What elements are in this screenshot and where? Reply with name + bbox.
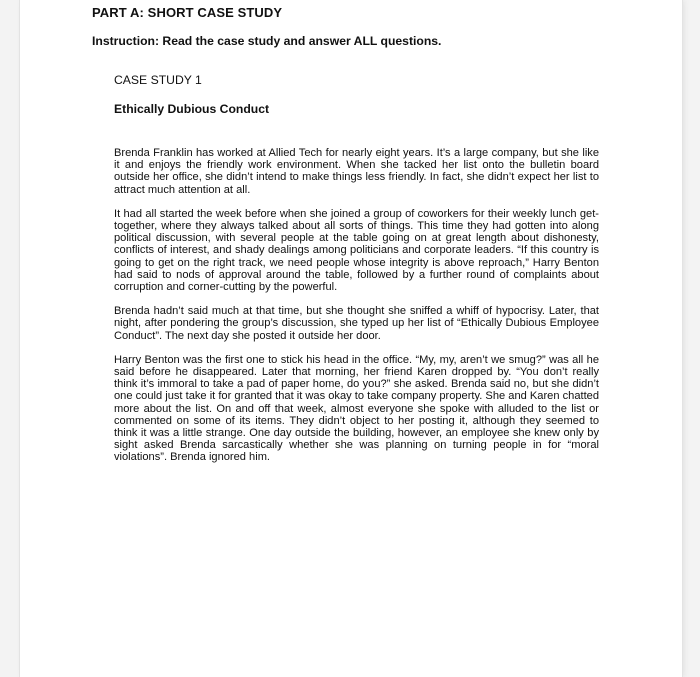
paragraph-3: Brenda hadn’t said much at that time, but she thought she sniffed a whiff of hypocrisy. Later, that night, after pondering the group’s discussion, she typed up her list of “Ethically Dubious Employee Conduct”. The next day she posted it outside her door. [114, 305, 599, 342]
document-page [20, 0, 682, 677]
part-title: PART A: SHORT CASE STUDY [92, 5, 283, 20]
case-study-label: CASE STUDY 1 [114, 73, 202, 87]
instruction: Instruction: Read the case study and answer ALL questions. [92, 34, 442, 48]
paragraph-2: It had all started the week before when she joined a group of coworkers for their weekly lunch get-together, where they always talked about all sorts of things. This time they had gotten into along political discussion, with several people at the table going on at great length about dishonesty, conflicts of interest, and shady dealings among politicians and corporate leaders. “If this country is going to get on the right track, we need people whose integrity is above reproach,” Harry Benton had said to nods of approval around the table, followed by a further round of complaints about corruption and corner-cutting by the powerful. [114, 207, 599, 294]
case-study-body [114, 147, 599, 476]
paragraph-1: Brenda Franklin has worked at Allied Tech for nearly eight years. It’s a large company, but she like it and enjoys the friendly work environment. When she tacked her list onto the bulletin board outside her office, she didn’t intend to make things less friendly. In fact, she didn’t expect her list to attract much attention at all. [114, 147, 599, 196]
case-study-title: Ethically Dubious Conduct [114, 102, 270, 116]
paragraph-4: Harry Benton was the first one to stick his head in the office. “My, my, aren’t we smug?” was all he said before he disappeared. Later that morning, her friend Karen dropped by. “You don’t really think it’s immoral to take a pad of paper home, do you?” she asked. Brenda said no, but she didn’t one could just take it for granted that it was okay to take company property. She and Karen chatted more about the list. On and off that week, almost everyone she spoke with alluded to the list or commented on some of its items. They didn’t object to her posting it, although they seemed to think it was a little strange. One day outside the building, however, an employee she knew only by sight asked Brenda sarcastically whether she was planning on turning people in for “moral violations”. Brenda ignored him. [114, 353, 599, 464]
